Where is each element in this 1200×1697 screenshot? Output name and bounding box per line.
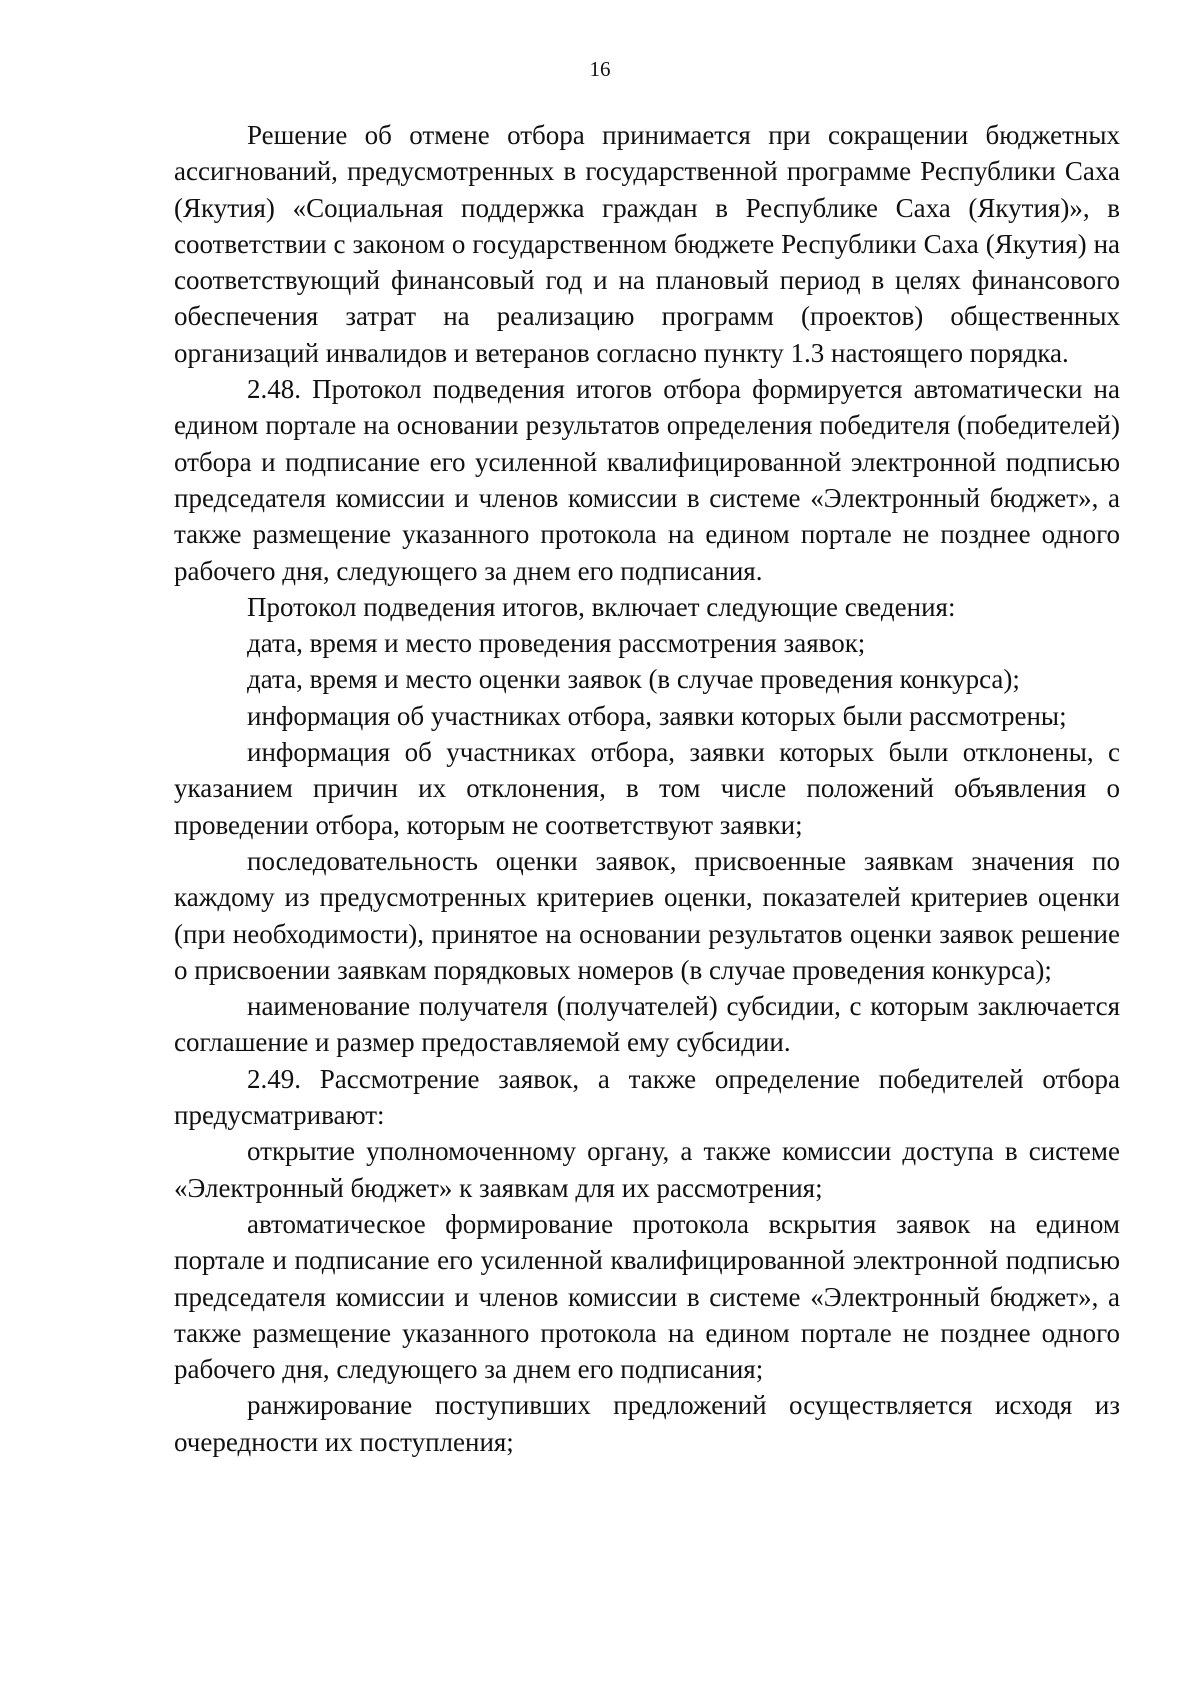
list-item-review-date: дата, время и место проведения рассмотрения заявок; — [247, 628, 866, 659]
list-item-rejected-participants: информация об участниках отбора, заявки которых были отклонены, с указанием причин их отклонения, в том числе положений объявления о проведении отбора, которым не соответствуют заявки; — [174, 737, 1120, 840]
paragraph-cancellation-decision: Решение об отмене отбора принимается при сокращении бюджетных ассигнований, предусмотренных в государственной программе Республики Саха (Якутия) «Социальная поддержка граждан в Республике Саха (Якутия)», в соответствии с законом о государственном бюджете Республики Саха (Якутия) на соответствующий финансовый год и на плановый период в целях финансового обеспечения затрат на реализацию программ (проектов) общественных организаций инвалидов и ветеранов согласно пункту 1.3 настоящего порядка. — [174, 120, 1120, 368]
list-item-evaluation-date: дата, время и место оценки заявок (в случае проведения конкурса); — [247, 664, 1020, 695]
list-item-access-opening: открытие уполномоченному органу, а также комиссии доступа в системе «Электронный бюджет» к заявкам для их рассмотрения; — [174, 1136, 1120, 1203]
list-item-ranking: ранжирование поступивших предложений осуществляется исходя из очередности их поступления; — [174, 1390, 1120, 1457]
list-item-reviewed-participants: информация об участниках отбора, заявки которых были рассмотрены; — [247, 700, 1067, 731]
page-number: 16 — [589, 57, 611, 81]
paragraph-2-49-review: 2.49. Рассмотрение заявок, а также определение победителей отбора предусматривают: — [174, 1063, 1120, 1131]
paragraph-2-48-protocol: 2.48. Протокол подведения итогов отбора формируется автоматически на едином портале на основании результатов определения победителя (победителей) отбора и подписание его усиленной квалифицированной электронной подписью председателя комиссии и членов комиссии в системе «Электронный бюджет», а также размещение указанного протокола на едином портале не позднее одного рабочего дня, следующего за днем его подписания. — [174, 374, 1120, 586]
list-item-auto-protocol: автоматическое формирование протокола вскрытия заявок на едином портале и подписание его усиленной квалифицированной электронной подписью председателя комиссии и членов комиссии в системе «Электронный бюджет», а также размещение указанного протокола на едином портале не позднее одного рабочего дня, следующего за днем его подписания; — [174, 1208, 1120, 1385]
list-item-recipient-name: наименование получателя (получателей) субсидии, с которым заключается соглашение и размер предоставляемой ему субсидии. — [174, 991, 1120, 1058]
paragraph-protocol-contents-intro: Протокол подведения итогов, включает следующие сведения: — [247, 591, 956, 622]
list-item-evaluation-sequence: последовательность оценки заявок, присвоенные заявкам значения по каждому из предусмотренных критериев оценки, показателей критериев оценки (при необходимости), принятое на основании результатов оценки заявок решение о присвоении заявкам порядковых номеров (в случае проведения конкурса); — [174, 845, 1120, 985]
document-body — [174, 117, 1120, 1460]
